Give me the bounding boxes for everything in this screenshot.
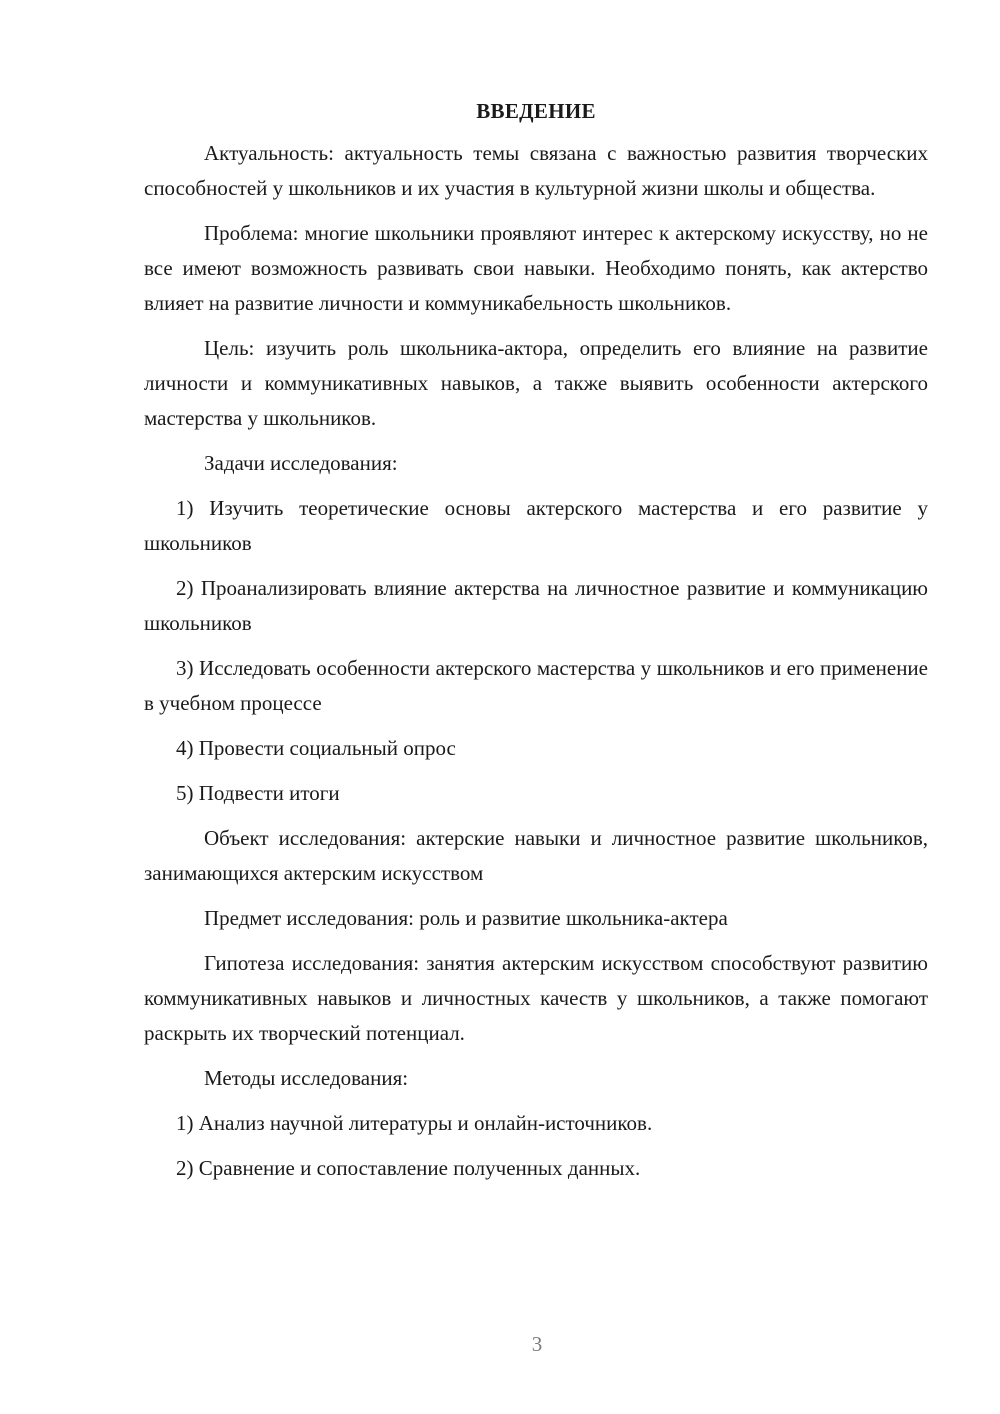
methods-heading: Методы исследования: [204, 1066, 409, 1090]
task-item-1: 1) Изучить теоретические основы актерского мастерства и его развитие у школьников [144, 496, 928, 555]
task-item-2: 2) Проанализировать влияние актерства на личностное развитие и коммуникацию школьников [144, 576, 928, 635]
paragraph-goal: Цель: изучить роль школьника-актора, определить его влияние на развитие личности и коммуникативных навыков, а также выявить особенности актерского мастерства у школьников. [144, 336, 928, 430]
task-item-3: 3) Исследовать особенности актерского мастерства у школьников и его применение в учебном процессе [144, 656, 928, 715]
paragraph-relevance: Актуальность: актуальность темы связана с важностью развития творческих способностей у школьников и их участия в культурной жизни школы и общества. [144, 141, 928, 200]
method-item-2: 2) Сравнение и сопоставление полученных данных. [176, 1156, 641, 1180]
task-item-5: 5) Подвести итоги [176, 781, 340, 805]
page-number: 3 [531, 1332, 543, 1356]
paragraph-hypothesis: Гипотеза исследования: занятия актерским искусством способствуют развитию коммуникативных навыков и личностных качеств у школьников, а также помогают раскрыть их творческий потенциал. [144, 951, 928, 1045]
page-content [144, 96, 928, 1196]
paragraph-problem: Проблема: многие школьники проявляют интерес к актерскому искусству, но не все имеют возможность развивать свои навыки. Необходимо понять, как актерство влияет на развитие личности и коммуникабельность школьников. [144, 221, 928, 315]
section-heading: ВВЕДЕНИЕ [476, 99, 596, 123]
method-item-1: 1) Анализ научной литературы и онлайн-источников. [176, 1111, 653, 1135]
paragraph-object: Объект исследования: актерские навыки и личностное развитие школьников, занимающихся актерским искусством [144, 826, 928, 885]
task-item-4: 4) Провести социальный опрос [176, 736, 456, 760]
tasks-heading: Задачи исследования: [204, 451, 398, 475]
paragraph-subject: Предмет исследования: роль и развитие школьника-актера [204, 906, 728, 930]
